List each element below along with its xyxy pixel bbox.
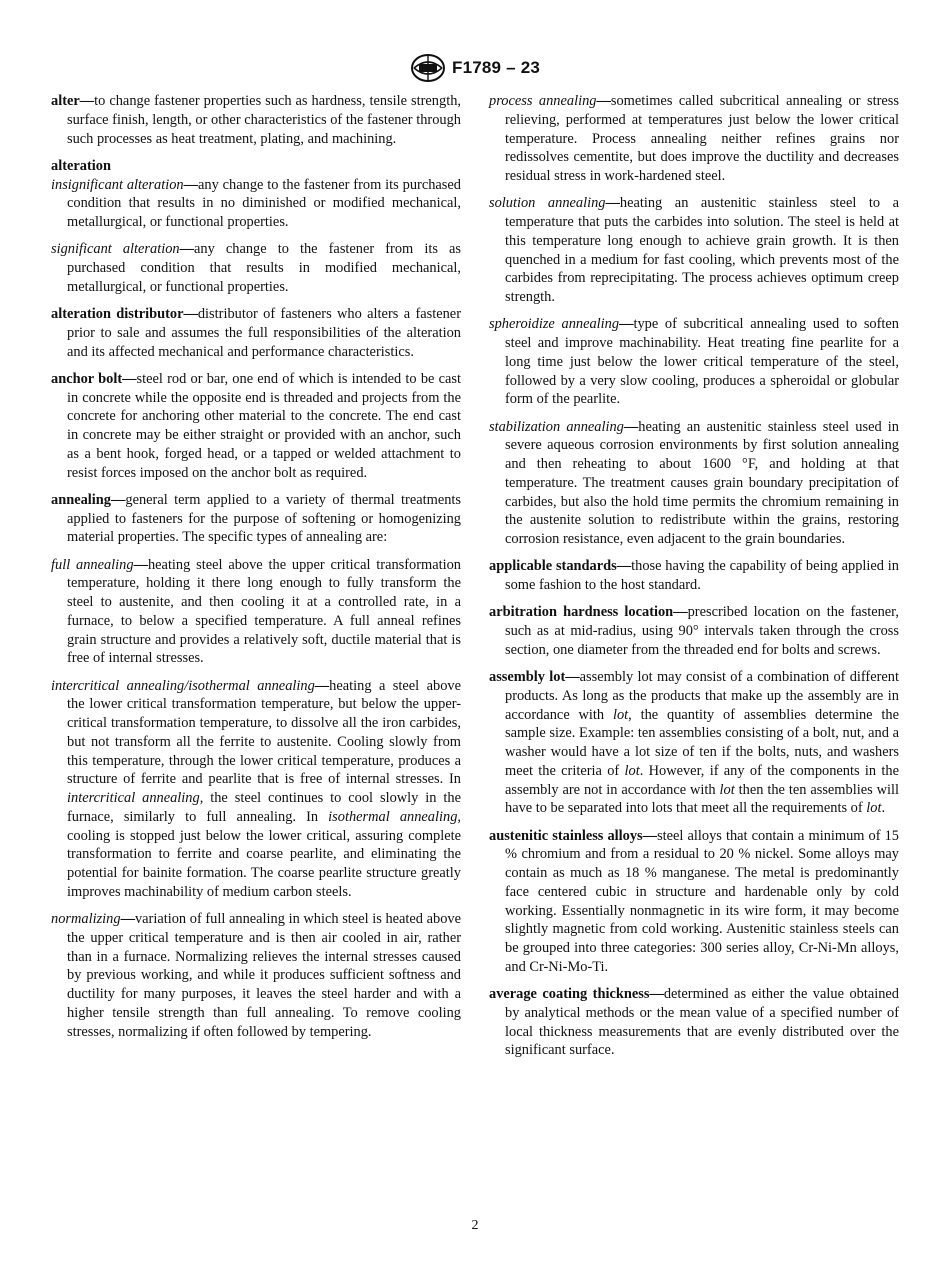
definition: heating steel above the upper critical transformation temperature, holding it there long enough to fully transform the steel to austenite, and then cooling it at a controlled rate, in a furnace, to below a specified temperature. A full anneal refines grain structure and provides a relatively soft, ductile material that is free of internal stresses. [67,556,461,667]
definition-entry: process annealing—sometimes called subcritical annealing or stress relieving, performed at temperatures just below the lower critical temperature. Process annealing neither refines grains nor redissolves cementite, but does improve the ductility and decreases residual stress in work-hardened steel. [489,93,899,184]
definition: distributor of fasteners who alters a fastener prior to sale and assumes the full responsibilities of the alteration and its affected mechanical and performance characteristics. [67,306,461,360]
term: assembly lot [489,669,566,685]
term: significant alteration [51,241,180,258]
page-header [0,52,950,84]
definition-entry: stabilization annealing—heating an austenitic stainless steel used in severe aqueous corrosion environments by first solution annealing and then reheating to about 1600 °F, and holding at that temperature. The treatment causes grain boundary precipitation of carbides, but also the hold time permits the chromium remaining in the austenite solution to redistribute within the grains, restoring corrosion resistance, even adjacent to the grain boundaries. [489,418,899,547]
definition-entry: full annealing—heating steel above the upper critical transformation temperature, holding it there long enough to fully transform the steel to austenite, and then cooling it at a controlled rate, in a furnace, to below a specified temperature. A full anneal refines grain structure and provides a relatively soft, ductile material that is free of internal stresses. [51,556,461,667]
definition-part: lot [612,706,629,723]
definition-entry: applicable standards—those having the capability of being applied in some fashion to the host standard. [489,558,899,593]
definition-part: . [881,800,886,817]
term: arbitration hardness location [489,604,674,621]
definition: steel alloys that contain a minimum of 15 % chromium and from a residual to 20 % nickel. Some alloys may contain as much as 18 % manganese. The metal is predominantly face centered cubic in structure and hardenable only by cold working. Essentially nonmagnetic in its wire form, it may become slightly magnetic from cold working. Austenitic stainless steels can be grouped into three categories: 300 series alloy, Cr-Ni-Mn alloys, and Cr-Ni-Mo-Ti. [505,827,899,975]
definition-part: heating a steel above the lower critical transformation temperature, but below the upper-critical transformation temperature, to dissolve all the iron carbides, but not transform all the ferrite to austenite. Cooling slowly from this temperature, through the lower critical temperature, produces a structure of ferrite and pearlite that is free of internal stresses. In [67,677,461,788]
definition-part: then the ten assemblies will have to be separated into lots that meet all the requirements of [505,781,899,817]
definition-entry: average coating thickness—determined as either the value obtained by analytical methods or the mean value of a specified number of local thickness measurements that are evenly distributed over the significant surface. [489,986,900,1059]
term: spheroidize annealing [489,316,620,333]
definition-entry: spheroidize annealing—type of subcritical annealing used to soften steel and improve machinability. Heat treating fine pearlite for a long time just below the lower critical temperature of the steel, followed by a very slow cooling, produces a spheroidal or globular form of the pearlite. [489,316,899,408]
term: annealing [51,491,111,508]
term: anchor bolt [51,370,123,387]
definition-entry: anchor bolt—steel rod or bar, one end of which is intended to be cast in concrete while the opposite end is threaded and projects from the concrete for anchoring other material to the concrete. The end cast in concrete may be either straight or provided with an anchor, such as a bent hook, forged head, or a tapped or welded attachment to resist forces imposed on the anchor bolt as required. [51,370,462,481]
definition: determined as either the value obtained by analytical methods or the mean value of a specified number of local thickness measurements that are evenly distributed over the significant surface. [505,986,900,1059]
definition-entry: assembly lot—assembly lot may consist of a combination of different products. As long as the products that make up the assembly are in accordance with lot, the quantity of assemblies determine the sample size. Example: ten assemblies consisting of a bolt, nut, and a washer would have a lot size of ten if the bolts, nuts, and washers meet the criteria of lot. However, if any of the components in the assembly are not in accordance with lot then the ten assemblies will have to be separated into lots that meet all the requirements of lot. [489,669,899,817]
section-heading: alteration [51,157,111,174]
definition-part: assembly lot may consist of a combination of different products. As long as the products that make up the assembly are in accordance with [505,669,899,723]
definition: general term applied to a variety of thermal treatments applied to fasteners for the purpose of softening or homogenizing material properties. The specific types of annealing are: [67,491,461,546]
definition-entry: insignificant alteration—any change to the fastener from its purchased condition that results in no diminished or modified mechanical, metallurgical, or functional properties. [51,176,461,230]
definition: any change to the fastener from its purchased condition that results in no diminished or modified mechanical, metallurgical, or functional properties. [67,176,461,230]
definition: prescribed location on the fastener, such as at mid-radius, using 90° intervals taken through the cross section, one diameter from the threaded end for bolts and screws. [505,604,900,658]
definition-part: , the quantity of assemblies determine the sample size. Example: ten assemblies consisting of a bolt, nut, and a washer would have a lot size of ten if the bolts, nuts, and washers meet the criteria of [505,706,899,779]
definition-entry: normalizing—variation of full annealing in which steel is heated above the upper critical temperature and is then air cooled in air, rather than in a furnace. Normalizing relieves the internal stresses caused by previous working, and while it produces sufficient softness and ductility for many purposes, it leaves the steel harder and with a higher tensile strength than full annealing. To remove cooling stresses, normalizing if often followed by tempering. [51,911,461,1040]
term: alteration distributor [51,306,184,322]
definition: heating an austenitic stainless steel used in severe aqueous corrosion environments by first solution annealing and then reheating to about 1600 °F, and holding at that temperature. The treatment causes grain boundary precipitation of carbides, but also the hold time permits the chromium remaining in the austenite solution to redistribute within the grains, restoring corrosion resistance, even adjacent to the grain boundaries. [505,418,899,547]
term: full annealing [51,556,134,573]
term: process annealing [489,93,597,109]
definition-part: . However, if any of the components in the assembly are not in accordance with [505,762,899,798]
definition-entry: intercritical annealing/isothermal annealing—heating a steel above the lower critical transformation temperature, but below the upper-critical transformation temperature, to dissolve all the iron carbides, but not transform all the ferrite to austenite. Cooling slowly from this temperature, through the lower critical temperature, produces a structure of ferrite and pearlite that is free of internal stresses. In intercritical annealing, the steel continues to cool slowly in the furnace, similarly to full annealing. In isothermal annealing, cooling is stopped just below the lower critical, assuring complete transformation to ferrite and coarse pearlite, and eliminating the potential for bainite formation. The coarse pearlite structure greatly improves machinability of medium carbon steels. [51,677,461,900]
definition: variation of full annealing in which steel is heated above the upper critical temperature and is then air cooled in air, rather than in a furnace. Normalizing relieves the internal stresses caused by previous working, and while it produces sufficient softness and ductility for many purposes, it leaves the steel harder and with a higher tensile strength than full annealing. To remove cooling stresses, normalizing if often followed by tempering. [67,911,461,1040]
term: alter [51,93,80,109]
definition: sometimes called subcritical annealing or stress relieving, performed at temperatures just below the lower critical temperature. Process annealing neither refines grains nor redissolves cementite, but does improve the ductility and decreases residual stress in work-hardened steel. [505,93,899,184]
definition: type of subcritical annealing used to soften steel and improve machinability. Heat treating fine pearlite for a long time just below the lower critical temperature of the steel, followed by a very slow cooling, produces a spheroidal or globular form of the pearlite. [505,316,899,408]
definition-part: lot [624,762,640,779]
term: applicable standards [489,558,617,575]
definition-entry: solution annealing—heating an austenitic stainless steel to a temperature that puts the carbides into solution. The steel is held at this temperature long enough to achieve grain growth. It is then quenched in a medium for fast cooling, which prevents most of the carbides from reprecipitating. The process achieves optimum creep strength. [489,195,900,305]
definition-entry: alter—to change fastener properties such as hardness, tensile strength, surface finish, length, or other characteristics of the fastener through such processes as heat treatment, plating, and machining. [51,93,461,147]
definition-part: , the steel continues to cool slowly in the furnace, similarly to full annealing. In [67,790,461,825]
astm-logo-icon [410,53,446,83]
right-column [489,92,899,1069]
term: austenitic stainless alloys [489,827,643,844]
definition-entry: significant alteration—any change to the fastener from its as purchased condition that results in modified mechanical, metallurgical, or functional properties. [51,241,461,295]
term: normalizing [51,911,121,927]
definition: those having the capability of being applied in some fashion to the host standard. [505,558,899,593]
term: solution annealing [489,195,606,212]
definition: to change fastener properties such as hardness, tensile strength, surface finish, length, or other characteristics of the fastener through such processes as heat treatment, plating, and machining. [67,93,461,147]
definition: any change to the fastener from its as purchased condition that results in modified mechanical, metallurgical, or functional properties. [67,241,461,295]
page-number: 2 [471,1218,479,1233]
definition: steel rod or bar, one end of which is intended to be cast in concrete while the opposite end is threaded and projects from the concrete for anchoring other material to the concrete. The end cast in concrete may be either straight or provided with an anchor, such as a bent hook, forged head, or a tapped or welded attachment to resist forces imposed on the anchor bolt as required. [67,370,462,481]
definition-part: , cooling is stopped just below the lower critical, assuring complete transformation to ferrite and coarse pearlite, and eliminating the potential for bainite formation. The coarse pearlite structure greatly improves machinability of medium carbon steels. [67,808,461,900]
left-column [51,92,461,1050]
term: average coating thickness [489,986,650,1002]
term: stabilization annealing [489,418,624,435]
standard-number: F1789 – 23 [451,58,540,77]
definition-entry: alteration distributor—distributor of fasteners who alters a fastener prior to sale and assumes the full responsibilities of the alteration and its affected mechanical and performance characteristics. [51,306,461,360]
definition-entry: arbitration hardness location—prescribed location on the fastener, such as at mid-radius, using 90° intervals taken through the cross section, one diameter from the threaded end for bolts and screws. [489,604,900,658]
definition-part: lot [719,781,735,798]
definition: heating an austenitic stainless steel to a temperature that puts the carbides into solution. The steel is held at this temperature long enough to achieve grain growth. It is then quenched in a medium for fast cooling, which prevents most of the carbides from reprecipitating. The process achieves optimum creep strength. [505,195,900,305]
definition-entry: annealing—general term applied to a variety of thermal treatments applied to fasteners for the purpose of softening or homogenizing material properties. The specific types of annealing are: [51,491,461,546]
term: insignificant alteration [51,176,184,193]
definition-part: intercritical annealing [67,790,200,806]
definition-entry: austenitic stainless alloys—steel alloys that contain a minimum of 15 % chromium and from a residual to 20 % nickel. Some alloys may contain as much as 18 % manganese. The metal is predominantly face centered cubic in structure and hardenable only by cold working. Essentially nonmagnetic in its wire form, it may become slightly magnetic from cold working. Austenitic stainless steels can be grouped into three categories: 300 series alloy, Cr-Ni-Mn alloys, and Cr-Ni-Mo-Ti. [489,827,899,975]
term: intercritical annealing/isothermal annealing [51,677,315,694]
definition-part: isothermal annealing [328,808,458,825]
definition-part: lot [866,800,882,817]
